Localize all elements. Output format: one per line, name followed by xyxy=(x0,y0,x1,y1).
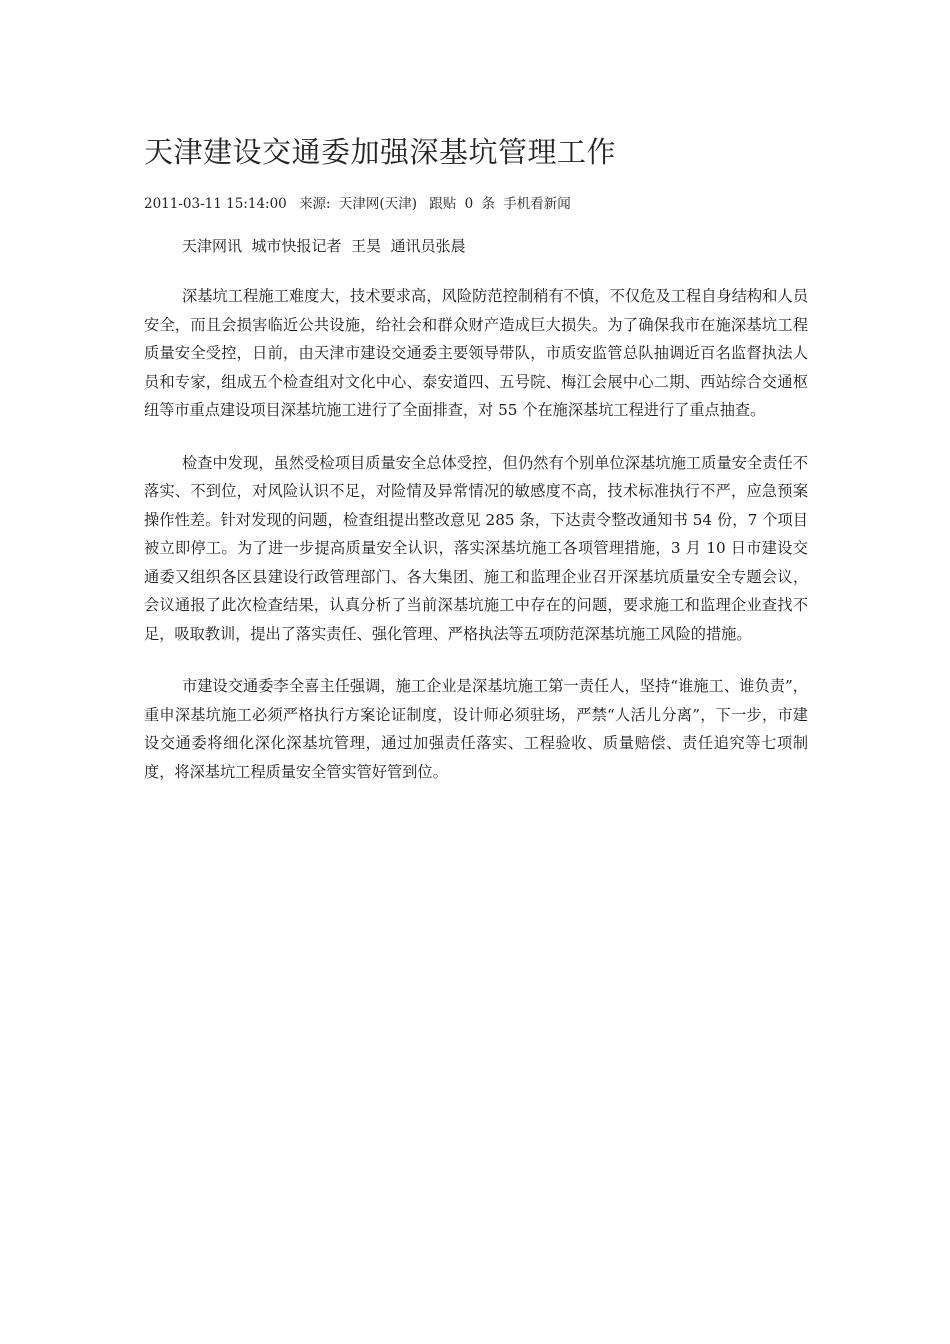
comments-label: 跟贴 xyxy=(429,196,457,212)
article-title: 天津建设交通委加强深基坑管理工作 xyxy=(144,135,617,169)
article xyxy=(144,132,808,786)
source-name[interactable]: 天津网(天津) xyxy=(338,196,417,212)
article-meta xyxy=(144,194,808,214)
comments-count[interactable]: 0 xyxy=(464,196,474,212)
paragraph: 深基坑工程施工难度大，技术要求高，风险防范控制稍有不慎，不仅危及工程自身结构和人员安全，而且会损害临近公共设施，给社会和群众财产造成巨大损失。为了确保我市在施深基坑工程质量安全受控，日前，由天津市建设交通委主要领导带队，市质安监管总队抽调近百名监督执法人员和专家，组成五个检查组对文化中心、泰安道四、五号院、梅江会展中心二期、西站综合交通枢纽等市重点建设项目深基坑施工进行了全面排查，对 55 个在施深基坑工程进行了重点抽查。 xyxy=(144,287,808,419)
source-label: 来源: xyxy=(299,196,331,212)
paragraph: 检查中发现，虽然受检项目质量安全总体受控，但仍然有个别单位深基坑施工质量安全责任不落实、不到位，对风险认识不足，对险情及异常情况的敏感度不高，技术标准执行不严，应急预案操作性差。针对发现的问题，检查组提出整改意见 285 条，下达责令整改通知书 54 份，7 个项目被立即停工。为了进一步提高质量安全认识，落实深基坑施工各项管理措施，3 月 10 日市建设交通委又组织各区县建设行政管理部门、各大集团、施工和监理企业召开深基坑质量安全专题会议，会议通报了此次检查结果，认真分析了当前深基坑施工中存在的问题，要求施工和监理企业查找不足，吸取教训，提出了落实责任、强化管理、严格执法等五项防范深基坑施工风险的措施。 xyxy=(144,453,808,643)
publish-datetime: 2011-03-11 15:14:00 xyxy=(144,196,287,212)
paragraph: 市建设交通委李全喜主任强调，施工企业是深基坑施工第一责任人，坚持“谁施工、谁负责”，重申深基坑施工必须严格执行方案论证制度，设计师必须驻场，严禁“人活儿分离”，下一步，市建设交通委将细化深化深基坑管理，通过加强责任落实、工程验收、质量赔偿、责任追究等七项制度，将深基坑工程质量安全管实管好管到位。 xyxy=(144,677,808,781)
comments-unit: 条 xyxy=(481,196,495,212)
article-byline: 天津网讯 城市快报记者 王昊 通讯员张晨 xyxy=(182,237,466,255)
mobile-news-link[interactable]: 手机看新闻 xyxy=(503,196,571,212)
